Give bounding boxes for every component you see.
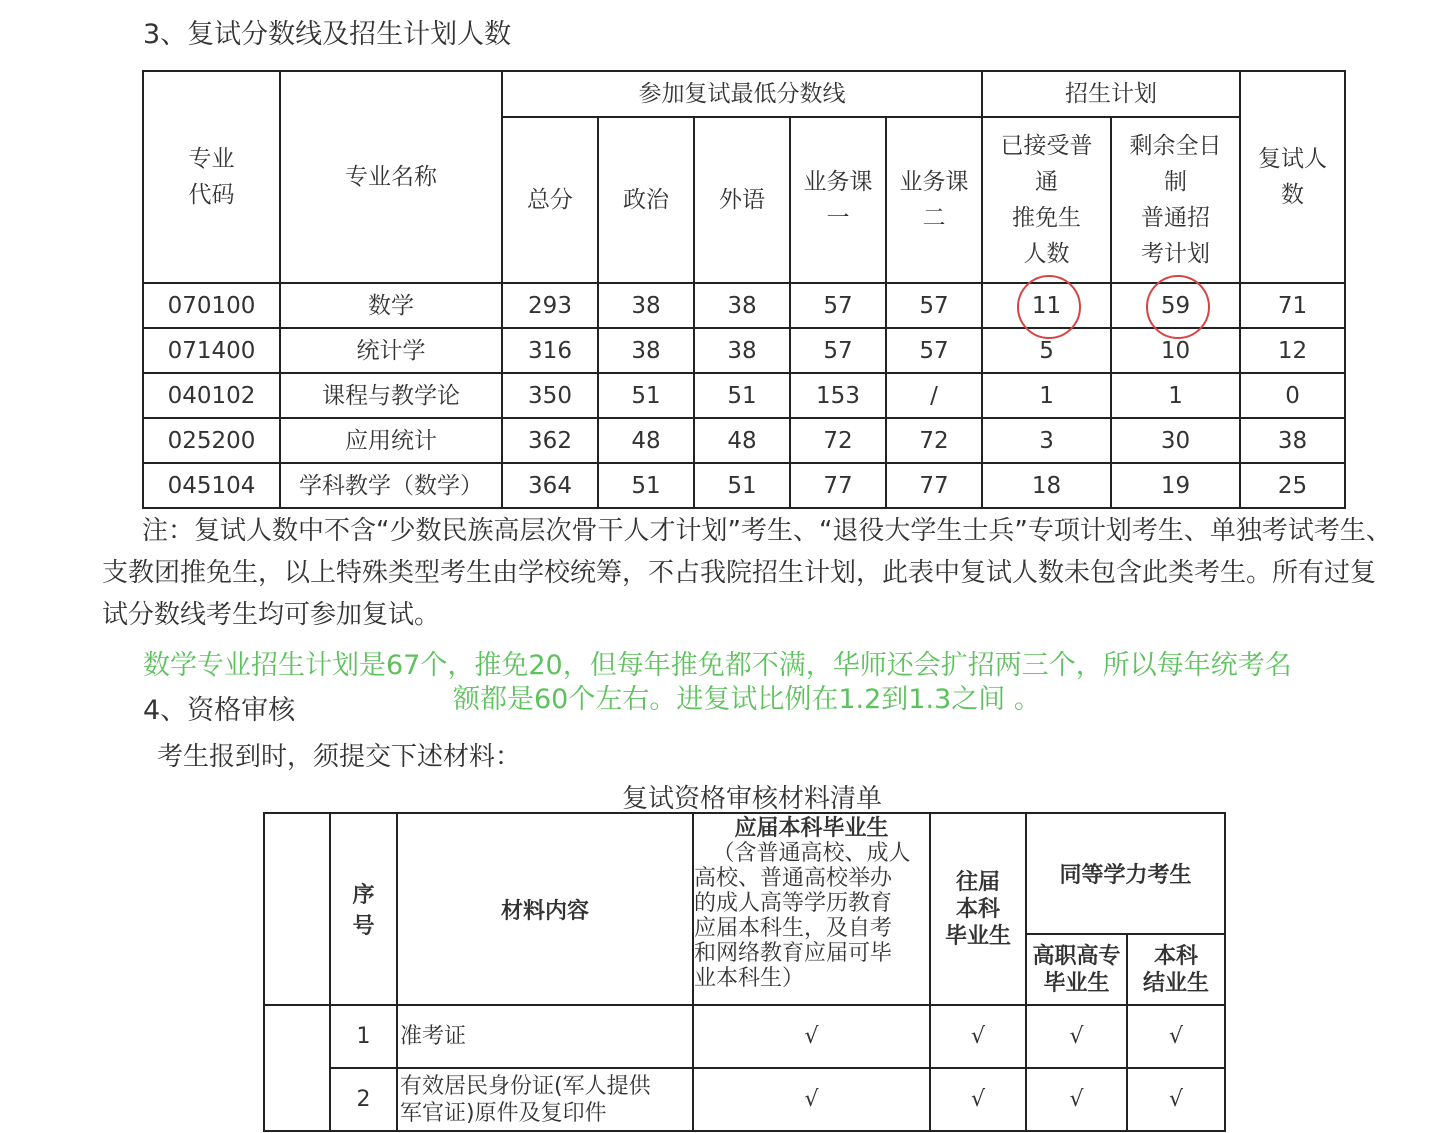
header-code: 专业 代码 <box>143 71 280 283</box>
cell: 77 <box>790 463 886 508</box>
header-plan-group: 招生计划 <box>982 71 1240 117</box>
header-past-graduates: 往届 本科 毕业生 <box>930 813 1026 1005</box>
cell: 153 <box>790 373 886 418</box>
section-3-title: 3、复试分数线及招生计划人数 <box>143 19 512 50</box>
cell: 数学 <box>280 283 502 328</box>
cell: 316 <box>502 328 598 373</box>
cell: 课程与教学论 <box>280 373 502 418</box>
cell: 364 <box>502 463 598 508</box>
cell: 025200 <box>143 418 280 463</box>
red-circle-accepted <box>1017 275 1081 339</box>
cell: 38 <box>598 328 694 373</box>
cell: / <box>886 373 982 418</box>
annotation-line-1: 数学专业招生计划是67个，推免20，但每年推免都不满，华师还会扩招两三个，所以每年统考名 <box>143 650 1292 681</box>
check-mark: √ <box>1127 1005 1225 1068</box>
header-undergrad-completion: 本科 结业生 <box>1127 934 1225 1005</box>
cell: 25 <box>1240 463 1345 508</box>
checklist-caption: 复试资格审核材料清单 <box>622 784 883 814</box>
cell-seq: 2 <box>330 1068 397 1131</box>
check-mark: √ <box>1026 1005 1127 1068</box>
header-name: 专业名称 <box>280 71 502 283</box>
header-remaining: 剩余全日 制 普通招 考计划 <box>1111 117 1240 283</box>
cell: 48 <box>598 418 694 463</box>
cell: 48 <box>694 418 790 463</box>
header-vocational: 高职高专 毕业生 <box>1026 934 1127 1005</box>
cell: 38 <box>694 328 790 373</box>
note-paragraph: 注：复试人数中不含“少数民族高层次骨干人才计划”考生、“退役大学生士兵”专项计划考生、单独考试考生、支教团推免生，以上特殊类型考生由学校统筹，不占我院招生计划，此表中复试人数未包含此类考生。所有过复试分数线考生均可参加复试。 <box>102 516 1392 630</box>
check-mark: √ <box>930 1068 1026 1131</box>
cell-content: 准考证 <box>397 1005 693 1068</box>
cell: 5 <box>982 328 1111 373</box>
header-foreign: 外语 <box>694 117 790 283</box>
cell: 57 <box>886 283 982 328</box>
header-accepted: 已接受普 通 推免生 人数 <box>982 117 1111 283</box>
cell: 51 <box>598 463 694 508</box>
checklist-table <box>263 812 1226 1132</box>
table-row <box>143 373 1345 418</box>
check-mark: √ <box>1127 1068 1225 1131</box>
cell: 350 <box>502 373 598 418</box>
check-mark: √ <box>1026 1068 1127 1131</box>
cell: 18 <box>982 463 1111 508</box>
cell: 57 <box>790 283 886 328</box>
cell: 362 <box>502 418 598 463</box>
cell: 071400 <box>143 328 280 373</box>
cell: 12 <box>1240 328 1345 373</box>
cell: 72 <box>790 418 886 463</box>
cell: 19 <box>1111 463 1240 508</box>
cell-content: 有效居民身份证(军人提供 军官证)原件及复印件 <box>397 1068 693 1131</box>
cell: 学科教学（数学） <box>280 463 502 508</box>
header-course1: 业务课 一 <box>790 117 886 283</box>
header-equivalent-group: 同等学力考生 <box>1026 813 1225 934</box>
section-4-intro: 考生报到时，须提交下述材料： <box>157 742 522 772</box>
header-interview-count: 复试人 数 <box>1240 71 1345 283</box>
cell: 51 <box>694 373 790 418</box>
cell: 57 <box>790 328 886 373</box>
cell: 38 <box>598 283 694 328</box>
cell: 51 <box>598 373 694 418</box>
cell: 30 <box>1111 418 1240 463</box>
header-total: 总分 <box>502 117 598 283</box>
cell: 0 <box>1240 373 1345 418</box>
cell: 38 <box>1240 418 1345 463</box>
table-row <box>143 418 1345 463</box>
cell-seq: 1 <box>330 1005 397 1068</box>
cell: 51 <box>694 463 790 508</box>
cell: 77 <box>886 463 982 508</box>
section-4-title: 4、资格审核 <box>143 695 296 726</box>
blank-cell <box>264 1005 330 1131</box>
cell: 1 <box>982 373 1111 418</box>
cell: 统计学 <box>280 328 502 373</box>
annotation-line-2: 额都是60个左右。进复试比例在1.2到1.3之间 。 <box>453 684 1041 715</box>
cell: 10 <box>1111 328 1240 373</box>
table-row <box>143 463 1345 508</box>
cell: 045104 <box>143 463 280 508</box>
header-min-score-group: 参加复试最低分数线 <box>502 71 982 117</box>
header-fresh-graduates: 应届本科毕业生 （含普通高校、成人 高校、普通高校举办 的成人高等学历教育 应届本科生，及自考 和网络教育应届可毕 业本科生） <box>693 813 930 1005</box>
check-mark: √ <box>693 1005 930 1068</box>
cell: 59 <box>1111 283 1240 328</box>
cell: 应用统计 <box>280 418 502 463</box>
cell: 040102 <box>143 373 280 418</box>
header-content: 材料内容 <box>397 813 693 1005</box>
table-row <box>264 1068 1225 1131</box>
header-course2: 业务课 二 <box>886 117 982 283</box>
cell: 11 <box>982 283 1111 328</box>
cell: 1 <box>1111 373 1240 418</box>
header-politics: 政治 <box>598 117 694 283</box>
table-row <box>264 1005 1225 1068</box>
check-mark: √ <box>930 1005 1026 1068</box>
cell: 71 <box>1240 283 1345 328</box>
cell: 3 <box>982 418 1111 463</box>
header-seq: 序 号 <box>330 813 397 1005</box>
cell: 38 <box>694 283 790 328</box>
red-circle-remaining <box>1146 275 1210 339</box>
cell: 070100 <box>143 283 280 328</box>
cell: 293 <box>502 283 598 328</box>
cell: 72 <box>886 418 982 463</box>
blank-header-cell <box>264 813 330 1005</box>
check-mark: √ <box>693 1068 930 1131</box>
cell: 57 <box>886 328 982 373</box>
